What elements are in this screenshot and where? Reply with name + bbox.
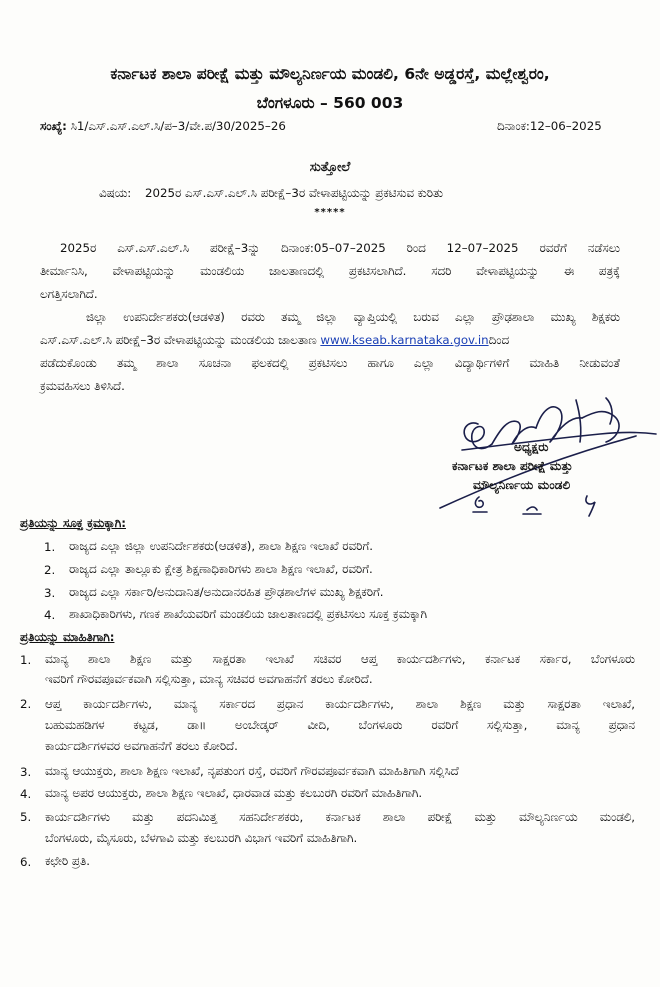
copies-info-heading: ಪ್ರತಿಯನ್ನು ಮಾಹಿತಿಗಾಗಿ: xyxy=(20,630,115,644)
paragraph-2-line-1: ಜಿಲ್ಲಾ ಉಪನಿರ್ದೇಶಕರು(ಆಡಳಿತ) ರವರು ತಮ್ಮ ಜಿಲ್ಲಾ ವ್ಯಾಪ್ತಿಯಲ್ಲಿ ಬರುವ ಎಲ್ಲಾ ಪ್ರೌಢಶಾಲಾ ಮುಖ್ಯ ಶಿಕ್ಷಕರು xyxy=(86,310,620,324)
website-link[interactable]: www.kseab.karnataka.gov.in xyxy=(320,333,489,347)
paragraph-2-line-4: ಕ್ರಮವಹಿಸಲು ತಿಳಿಸಿದೆ. xyxy=(40,379,125,393)
info-item-3: ಮಾನ್ಯ ಆಯುಕ್ತರು, ಶಾಲಾ ಶಿಕ್ಷಣ ಇಲಾಖೆ, ನೃಪತುಂಗ ರಸ್ತೆ, ರವರಿಗೆ ಗೌರವಪೂರ್ವಕವಾಗಿ ಮಾಹಿತಿಗಾಗಿ ಸಲ್ಲಿಸಿದೆ xyxy=(45,764,459,778)
reference-number: ಸಿ1/ಎಸ್.ಎಸ್.ಎಲ್.ಸಿ/ಪ–3/ವೇ.ಪ/30/2025–26 xyxy=(70,119,286,133)
info-item-2-line-2: ಬಹುಮಹಡಿಗಳ ಕಟ್ಟಡ, ಡಾ॥ ಅಂಬೇಡ್ಕರ್ ವೀದಿ, ಬೆಂಗಳೂರು ರವರಿಗೆ ಸಲ್ಲಿಸುತ್ತಾ, ಮಾನ್ಯ ಪ್ರಧಾನ xyxy=(45,718,635,732)
info-item-number: 4. xyxy=(20,787,32,801)
separator: ***** xyxy=(314,207,346,218)
info-item-number: 6. xyxy=(20,855,32,869)
action-item-number: 1. xyxy=(44,540,56,554)
copies-action-heading: ಪ್ರತಿಯನ್ನು ಸೂಕ್ತ ಕ್ರಮಕ್ಕಾಗಿ: xyxy=(20,516,126,530)
info-item-1-line-1: ಮಾನ್ಯ ಶಾಲಾ ಶಿಕ್ಷಣ ಮತ್ತು ಸಾಕ್ಷರತಾ ಇಲಾಖೆ ಸಚಿವರ ಆಪ್ತ ಕಾರ್ಯದರ್ಶಿಗಳು, ಕರ್ನಾಟಕ ಸರ್ಕಾರ, ಬೆಂಗಳೂರು xyxy=(45,652,635,666)
subject-label: ವಿಷಯ: xyxy=(99,186,132,200)
date-row xyxy=(497,119,602,134)
info-item-5-line-1: ಕಾರ್ಯದರ್ಶಿಗಳು ಮತ್ತು ಪದನಿಮಿತ್ತ ಸಹನಿರ್ದೇಶಕರು, ಕರ್ನಾಟಕ ಶಾಲಾ ಪರೀಕ್ಷೆ ಮತ್ತು ಮೌಲ್ಯನಿರ್ಣಯ ಮಂಡಲಿ, xyxy=(45,810,635,824)
action-item: ರಾಜ್ಯದ ಎಲ್ಲಾ ತಾಲ್ಲೂಕು ಕ್ಷೇತ್ರ ಶಿಕ್ಷಣಾಧಿಕಾರಿಗಳು ಶಾಲಾ ಶಿಕ್ಷಣ ಇಲಾಖೆ, ರವರಿಗೆ. xyxy=(69,562,373,576)
info-item-1-line-2: ಇವರಿಗೆ ಗೌರವಪೂರ್ವಕವಾಗಿ ಸಲ್ಲಿಸುತ್ತಾ, ಮಾನ್ಯ ಸಚಿವರ ಅವಗಾಹನೆಗೆ ತರಲು ಕೋರಿದೆ. xyxy=(45,671,373,686)
info-item-5-line-2: ಬೆಂಗಳೂರು, ಮೈಸೂರು, ಬೆಳಗಾವಿ ಮತ್ತು ಕಲಬುರಗಿ ವಿಭಾಗ ಇವರಿಗೆ ಮಾಹಿತಿಗಾಗಿ. xyxy=(45,831,358,845)
header-line-2: ಬೆಂಗಳೂರು – 560 003 xyxy=(256,94,404,112)
paragraph-2-line-3: ಪಡೆದುಕೊಂಡು ತಮ್ಮ ಶಾಲಾ ಸೂಚನಾ ಫಲಕದಲ್ಲಿ ಪ್ರಕಟಿಸಲು ಹಾಗೂ ಎಲ್ಲಾ ವಿದ್ಯಾರ್ಥಿಗಳಿಗೆ ಮಾಹಿತಿ ನೀಡುವಂತೆ xyxy=(40,356,620,370)
info-item-2 xyxy=(45,694,635,757)
header-line-1: ಕರ್ನಾಟಕ ಶಾಲಾ ಪರೀಕ್ಷೆ ಮತ್ತು ಮೌಲ್ಯನಿರ್ಣಯ ಮಂಡಲಿ, 6ನೇ ಅಡ್ಡರಸ್ತೆ, ಮಲ್ಲೇಶ್ವರಂ, xyxy=(110,65,550,83)
paragraph-1-line-3: ಲಗತ್ತಿಸಲಾಗಿದೆ. xyxy=(40,287,98,301)
info-item-number: 2. xyxy=(20,697,32,711)
info-item-number: 1. xyxy=(20,653,32,667)
signatory-org-line-1: ಕರ್ನಾಟಕ ಶಾಲಾ ಪರೀಕ್ಷೆ ಮತ್ತು xyxy=(452,459,573,473)
action-item-number: 2. xyxy=(44,563,56,577)
info-item-5 xyxy=(45,807,635,849)
paragraph-2-line-2-post: ದಿಂದ xyxy=(488,333,510,347)
circular-title: ಸುತ್ತೋಲೆ xyxy=(309,160,351,175)
reference-label: ಸಂಖ್ಯೆ: xyxy=(40,119,67,133)
date-label: ದಿನಾಂಕ: xyxy=(497,119,530,133)
paragraph-2-line-2-pre: ಎಸ್.ಎಸ್.ಎಲ್.ಸಿ ಪರೀಕ್ಷೆ–3ರ ವೇಳಾಪಟ್ಟಿಯನ್ನು ಮಂಡಲಿಯ ಜಾಲತಾಣ xyxy=(40,333,317,347)
info-item-1 xyxy=(45,650,635,689)
signatory-org-line-2: ಮೌಲ್ಯನಿರ್ಣಯ ಮಂಡಲಿ xyxy=(473,478,571,492)
paragraph-2-line-2 xyxy=(40,329,620,352)
action-item-number: 3. xyxy=(44,586,56,600)
info-item-number: 3. xyxy=(20,765,32,779)
date-value: 12–06–2025 xyxy=(529,119,602,133)
action-item: ಶಾಖಾಧಿಕಾರಿಗಳು, ಗಣಕ ಶಾಖೆಯವರಿಗೆ ಮಂಡಲಿಯ ಜಾಲತಾಣದಲ್ಲಿ ಪ್ರಕಟಿಸಲು ಸೂಕ್ತ ಕ್ರಮಕ್ಕಾಗಿ xyxy=(69,607,427,621)
info-item-number: 5. xyxy=(20,810,32,824)
paragraph-1-line-1: 2025ರ ಎಸ್.ಎಸ್.ಎಲ್.ಸಿ ಪರೀಕ್ಷೆ–3ನ್ನು ದಿನಾಂಕ:05–07–2025 ರಿಂದ 12–07–2025 ರವರೆಗೆ ನಡೆಸಲು xyxy=(60,241,620,255)
subject-text: 2025ರ ಎಸ್.ಎಸ್.ಎಲ್.ಸಿ ಪರೀಕ್ಷೆ–3ರ ವೇಳಾಪಟ್ಟಿಯನ್ನು ಪ್ರಕಟಿಸುವ ಕುರಿತು xyxy=(145,186,443,200)
action-item-number: 4. xyxy=(44,608,56,622)
signatory-title: ಅಧ್ಯಕ್ಷರು xyxy=(514,440,549,454)
initials-scribble xyxy=(465,492,615,518)
paragraph-1 xyxy=(40,237,620,306)
info-item-2-line-1: ಆಪ್ತ ಕಾರ್ಯದರ್ಶಿಗಳು, ಮಾನ್ಯ ಸರ್ಕಾರದ ಪ್ರಧಾನ ಕಾರ್ಯದರ್ಶಿಗಳು, ಶಾಲಾ ಶಿಕ್ಷಣ ಮತ್ತು ಸಾಕ್ಷರತಾ ಇಲಾಖೆ, xyxy=(45,697,635,711)
action-item: ರಾಜ್ಯದ ಎಲ್ಲಾ ಜಿಲ್ಲಾ ಉಪನಿರ್ದೇಶಕರು(ಆಡಳಿತ), ಶಾಲಾ ಶಿಕ್ಷಣ ಇಲಾಖೆ ರವರಿಗೆ. xyxy=(69,539,373,553)
info-item-4: ಮಾನ್ಯ ಅಪರ ಆಯುಕ್ತರು, ಶಾಲಾ ಶಿಕ್ಷಣ ಇಲಾಖೆ, ಧಾರವಾಡ ಮತ್ತು ಕಲಬುರಗಿ ರವರಿಗೆ ಮಾಹಿತಿಗಾಗಿ. xyxy=(45,786,423,800)
info-item-6: ಕಛೇರಿ ಪ್ರತಿ. xyxy=(45,854,90,868)
paragraph-1-line-2: ತೀರ್ಮಾನಿಸಿ, ವೇಳಾಪಟ್ಟಿಯನ್ನು ಮಂಡಲಿಯ ಜಾಲತಾಣದಲ್ಲಿ ಪ್ರಕಟಿಸಲಾಗಿದೆ. ಸದರಿ ವೇಳಾಪಟ್ಟಿಯನ್ನು ಈ ಪತ್ರಕ್ಕೆ xyxy=(40,264,620,278)
reference-row xyxy=(40,119,286,134)
action-item: ರಾಜ್ಯದ ಎಲ್ಲಾ ಸರ್ಕಾರಿ/ಅನುದಾನಿತ/ಅನುದಾನರಹಿತ ಪ್ರೌಢಶಾಲೆಗಳ ಮುಖ್ಯ ಶಿಕ್ಷಕರಿಗೆ. xyxy=(69,585,384,599)
info-item-2-line-3: ಕಾರ್ಯದರ್ಶಿಗಳವರ ಅವಗಾಹನೆಗೆ ತರಲು ಕೋರಿದೆ. xyxy=(45,739,238,753)
